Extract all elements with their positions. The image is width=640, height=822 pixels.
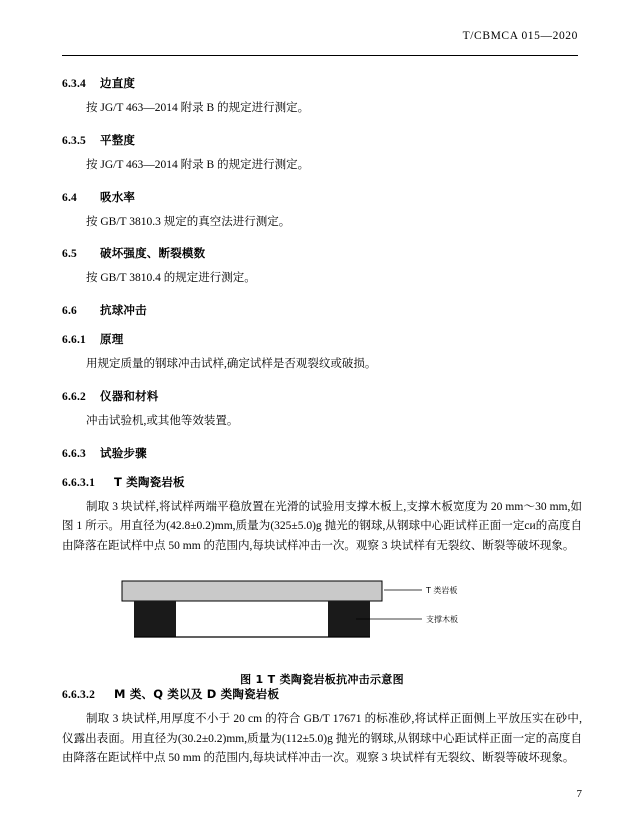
clause-heading xyxy=(62,302,582,318)
clause-paragraph: 用规定质量的钢球冲击试样,确定试样是否观裂纹或破损。 xyxy=(86,358,377,371)
clause-paragraph: 按 GB/T 3810.4 的规定进行测定。 xyxy=(86,272,256,285)
clause-paragraph: 按 GB/T 3810.3 规定的真空法进行测定。 xyxy=(86,215,291,228)
clause-paragraph: 冲击试验机,或其他等效装置。 xyxy=(86,414,239,427)
clause-number: 6.6.1 xyxy=(62,334,86,347)
clause-paragraph: 按 JG/T 463—2014 附录 B 的规定进行测定。 xyxy=(86,158,310,171)
clause-heading xyxy=(62,75,582,91)
figure-label-support: 支撑木板 xyxy=(426,614,458,624)
clause-number: 6.6.3.2 xyxy=(62,688,96,701)
clause-number: 6.3.5 xyxy=(62,134,86,147)
clause-number: 6.3.4 xyxy=(62,78,86,90)
support-block-left xyxy=(134,601,176,637)
figure-label-slab: T 类岩板 xyxy=(426,585,458,595)
page-header xyxy=(62,30,578,56)
clause-title: 边直度 xyxy=(100,76,136,90)
standard-code: T/CBMCA 015—2020 xyxy=(462,30,578,42)
clause-title: 试验步骤 xyxy=(100,445,147,460)
clause-title: 吸水率 xyxy=(100,189,136,204)
clause-heading xyxy=(62,474,582,490)
clause-paragraph: 制取 3 块试样,用厚度不小于 20 cm 的符合 GB/T 17671 的标准砂,将试样正面侧上平放压实在砂中,仪露出表面。用直径为(30.2±0.2)mm,质量为(112±5.0)g 抛光的钢球,从钢球中心距试样正面一定的高度自由降落在距试样中点 50 mm 的范围内,每块试样冲击一次。观察 3 块试样有无裂纹、断裂等破坏现象。 xyxy=(62,712,582,765)
clause-heading xyxy=(62,331,582,347)
clause-heading xyxy=(62,445,582,461)
figure-caption: 图 1 T 类陶瓷岩板抗冲击示意图 xyxy=(240,672,404,686)
clause-number: 6.5 xyxy=(62,248,77,261)
clause-heading xyxy=(62,388,582,404)
clause-number: 6.4 xyxy=(62,191,77,204)
clause-title: 原理 xyxy=(100,332,124,347)
clause-title: T 类陶瓷岩板 xyxy=(114,474,185,489)
clause-heading xyxy=(62,132,582,148)
clause-heading xyxy=(62,686,582,702)
clause-number: 6.6.2 xyxy=(62,390,86,403)
clause-number: 6.6 xyxy=(62,305,77,318)
clause-title: M 类、Q 类以及 D 类陶瓷岩板 xyxy=(114,686,280,701)
clause-title: 破坏强度、断裂模数 xyxy=(100,246,206,261)
page-content xyxy=(62,62,582,782)
impact-test-diagram xyxy=(112,573,532,661)
clause-title: 仪器和材料 xyxy=(100,388,159,403)
clause-paragraph: 按 JG/T 463—2014 附录 B 的规定进行测定。 xyxy=(86,102,310,114)
clause-title: 平整度 xyxy=(100,132,136,147)
clause-heading xyxy=(62,245,582,261)
clause-number: 6.6.3.1 xyxy=(62,476,96,489)
page-number: 7 xyxy=(576,788,582,800)
clause-number: 6.6.3 xyxy=(62,447,86,460)
clause-title: 抗球冲击 xyxy=(100,303,147,318)
figure-1 xyxy=(62,573,582,686)
slab-shape xyxy=(122,581,382,601)
clause-heading xyxy=(62,189,582,205)
clause-paragraph: 制取 3 块试样,将试样两端平稳放置在光滑的试验用支撑木板上,支撑木板宽度为 20 mm～30 mm,如图 1 所示。用直径为(42.8±0.2)mm,质量为(325±5.0)g 抛光的钢球,从钢球中心距试样正面一定си的高度自由降落在距试样中点 50 mm 的范围内,每块试样冲击一次。观察 3 块试样有无裂纹、断裂等破坏现象。 xyxy=(62,500,582,553)
